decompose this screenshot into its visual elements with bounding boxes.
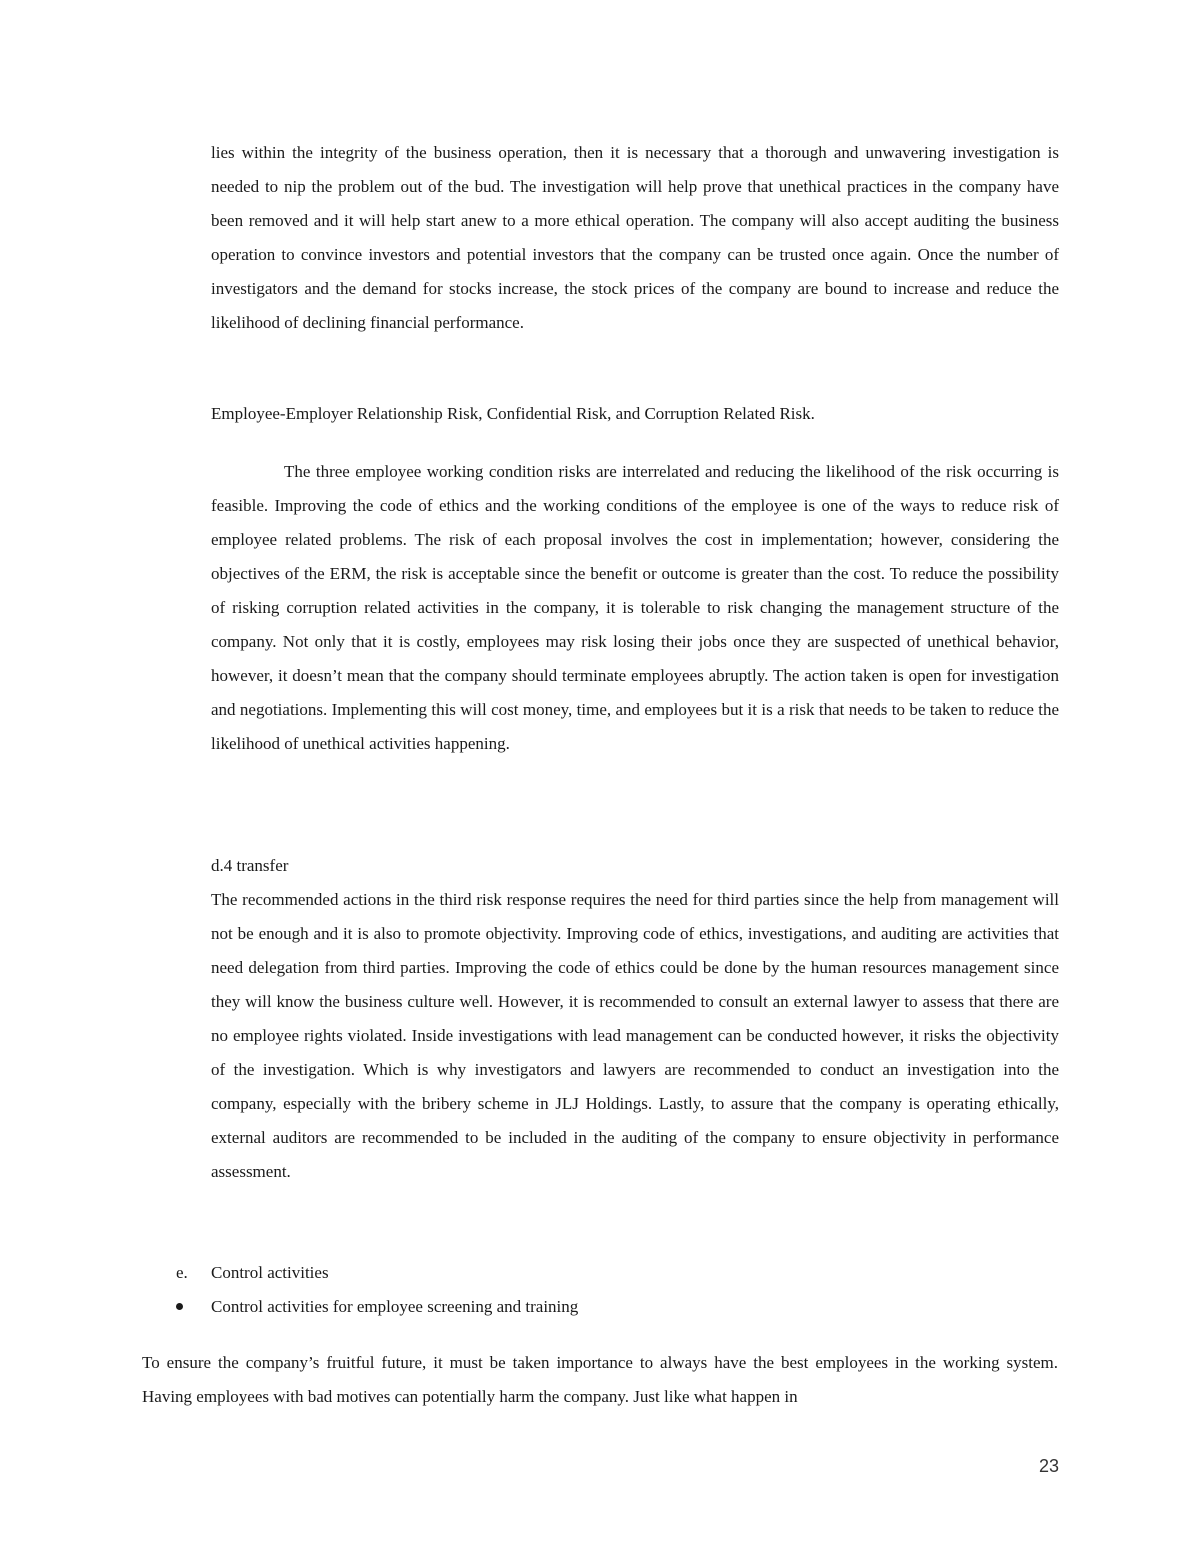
section-heading-risks: Employee-Employer Relationship Risk, Confidential Risk, and Corruption Related Risk. [211,404,815,423]
control-activities-list [170,1256,1060,1324]
section-heading-transfer: d.4 transfer [211,856,289,875]
list-item-label: Control activities [211,1263,329,1282]
bullet-icon [170,1290,211,1324]
list-item [170,1256,1060,1290]
paragraph-employee-risks: The three employee working condition risks are interrelated and reducing the likelihood of the risk occurring is feasible. Improving the code of ethics and the working conditions of the employee is one of the ways to reduce risk of employee related problems. The risk of each proposal involves the cost in implementation; however, considering the objectives of the ERM, the risk is acceptable since the benefit or outcome is greater than the cost. To reduce the possibility of risking corruption related activities in the company, it is tolerable to risk changing the management structure of the company. Not only that it is costly, employees may risk losing their jobs once they are suspected of unethical behavior, however, it doesn’t mean that the company should terminate employees abruptly. The action taken is open for investigation and negotiations. Implementing this will cost money, time, and employees but it is a risk that needs to be taken to reduce the likelihood of unethical activities happening. [211,462,1059,753]
list-item-label: Control activities for employee screening and training [211,1297,579,1316]
page-number: 23 [1038,1456,1059,1476]
list-marker: e. [176,1263,188,1282]
list-item [170,1290,1060,1324]
paragraph-integrity: lies within the integrity of the business operation, then it is necessary that a thorough and unwavering investigation is needed to nip the problem out of the bud. The investigation will help prove that unethical practices in the company have been removed and it will help start anew to a more ethical operation. The company will also accept auditing the business operation to convince investors and potential investors that the company can be trusted once again. Once the number of investigators and the demand for stocks increase, the stock prices of the company are bound to increase and reduce the likelihood of declining financial performance. [211,143,1059,332]
paragraph-employee-screening: To ensure the company’s fruitful future, it must be taken importance to always have the best employees in the working system. Having employees with bad motives can potentially harm the company. Just like what happen in [142,1353,1058,1406]
paragraph-transfer: The recommended actions in the third risk response requires the need for third parties since the help from management will not be enough and it is also to promote objectivity. Improving code of ethics, investigations, and auditing are activities that need delegation from third parties. Improving the code of ethics could be done by the human resources management since they will know the business culture well. However, it is recommended to consult an external lawyer to assess that there are no employee rights violated. Inside investigations with lead management can be conducted however, it risks the objectivity of the investigation. Which is why investigators and lawyers are recommended to conduct an investigation into the company, especially with the bribery scheme in JLJ Holdings. Lastly, to assure that the company is operating ethically, external auditors are recommended to be included in the auditing of the company to ensure objectivity in performance assessment. [211,890,1059,1181]
